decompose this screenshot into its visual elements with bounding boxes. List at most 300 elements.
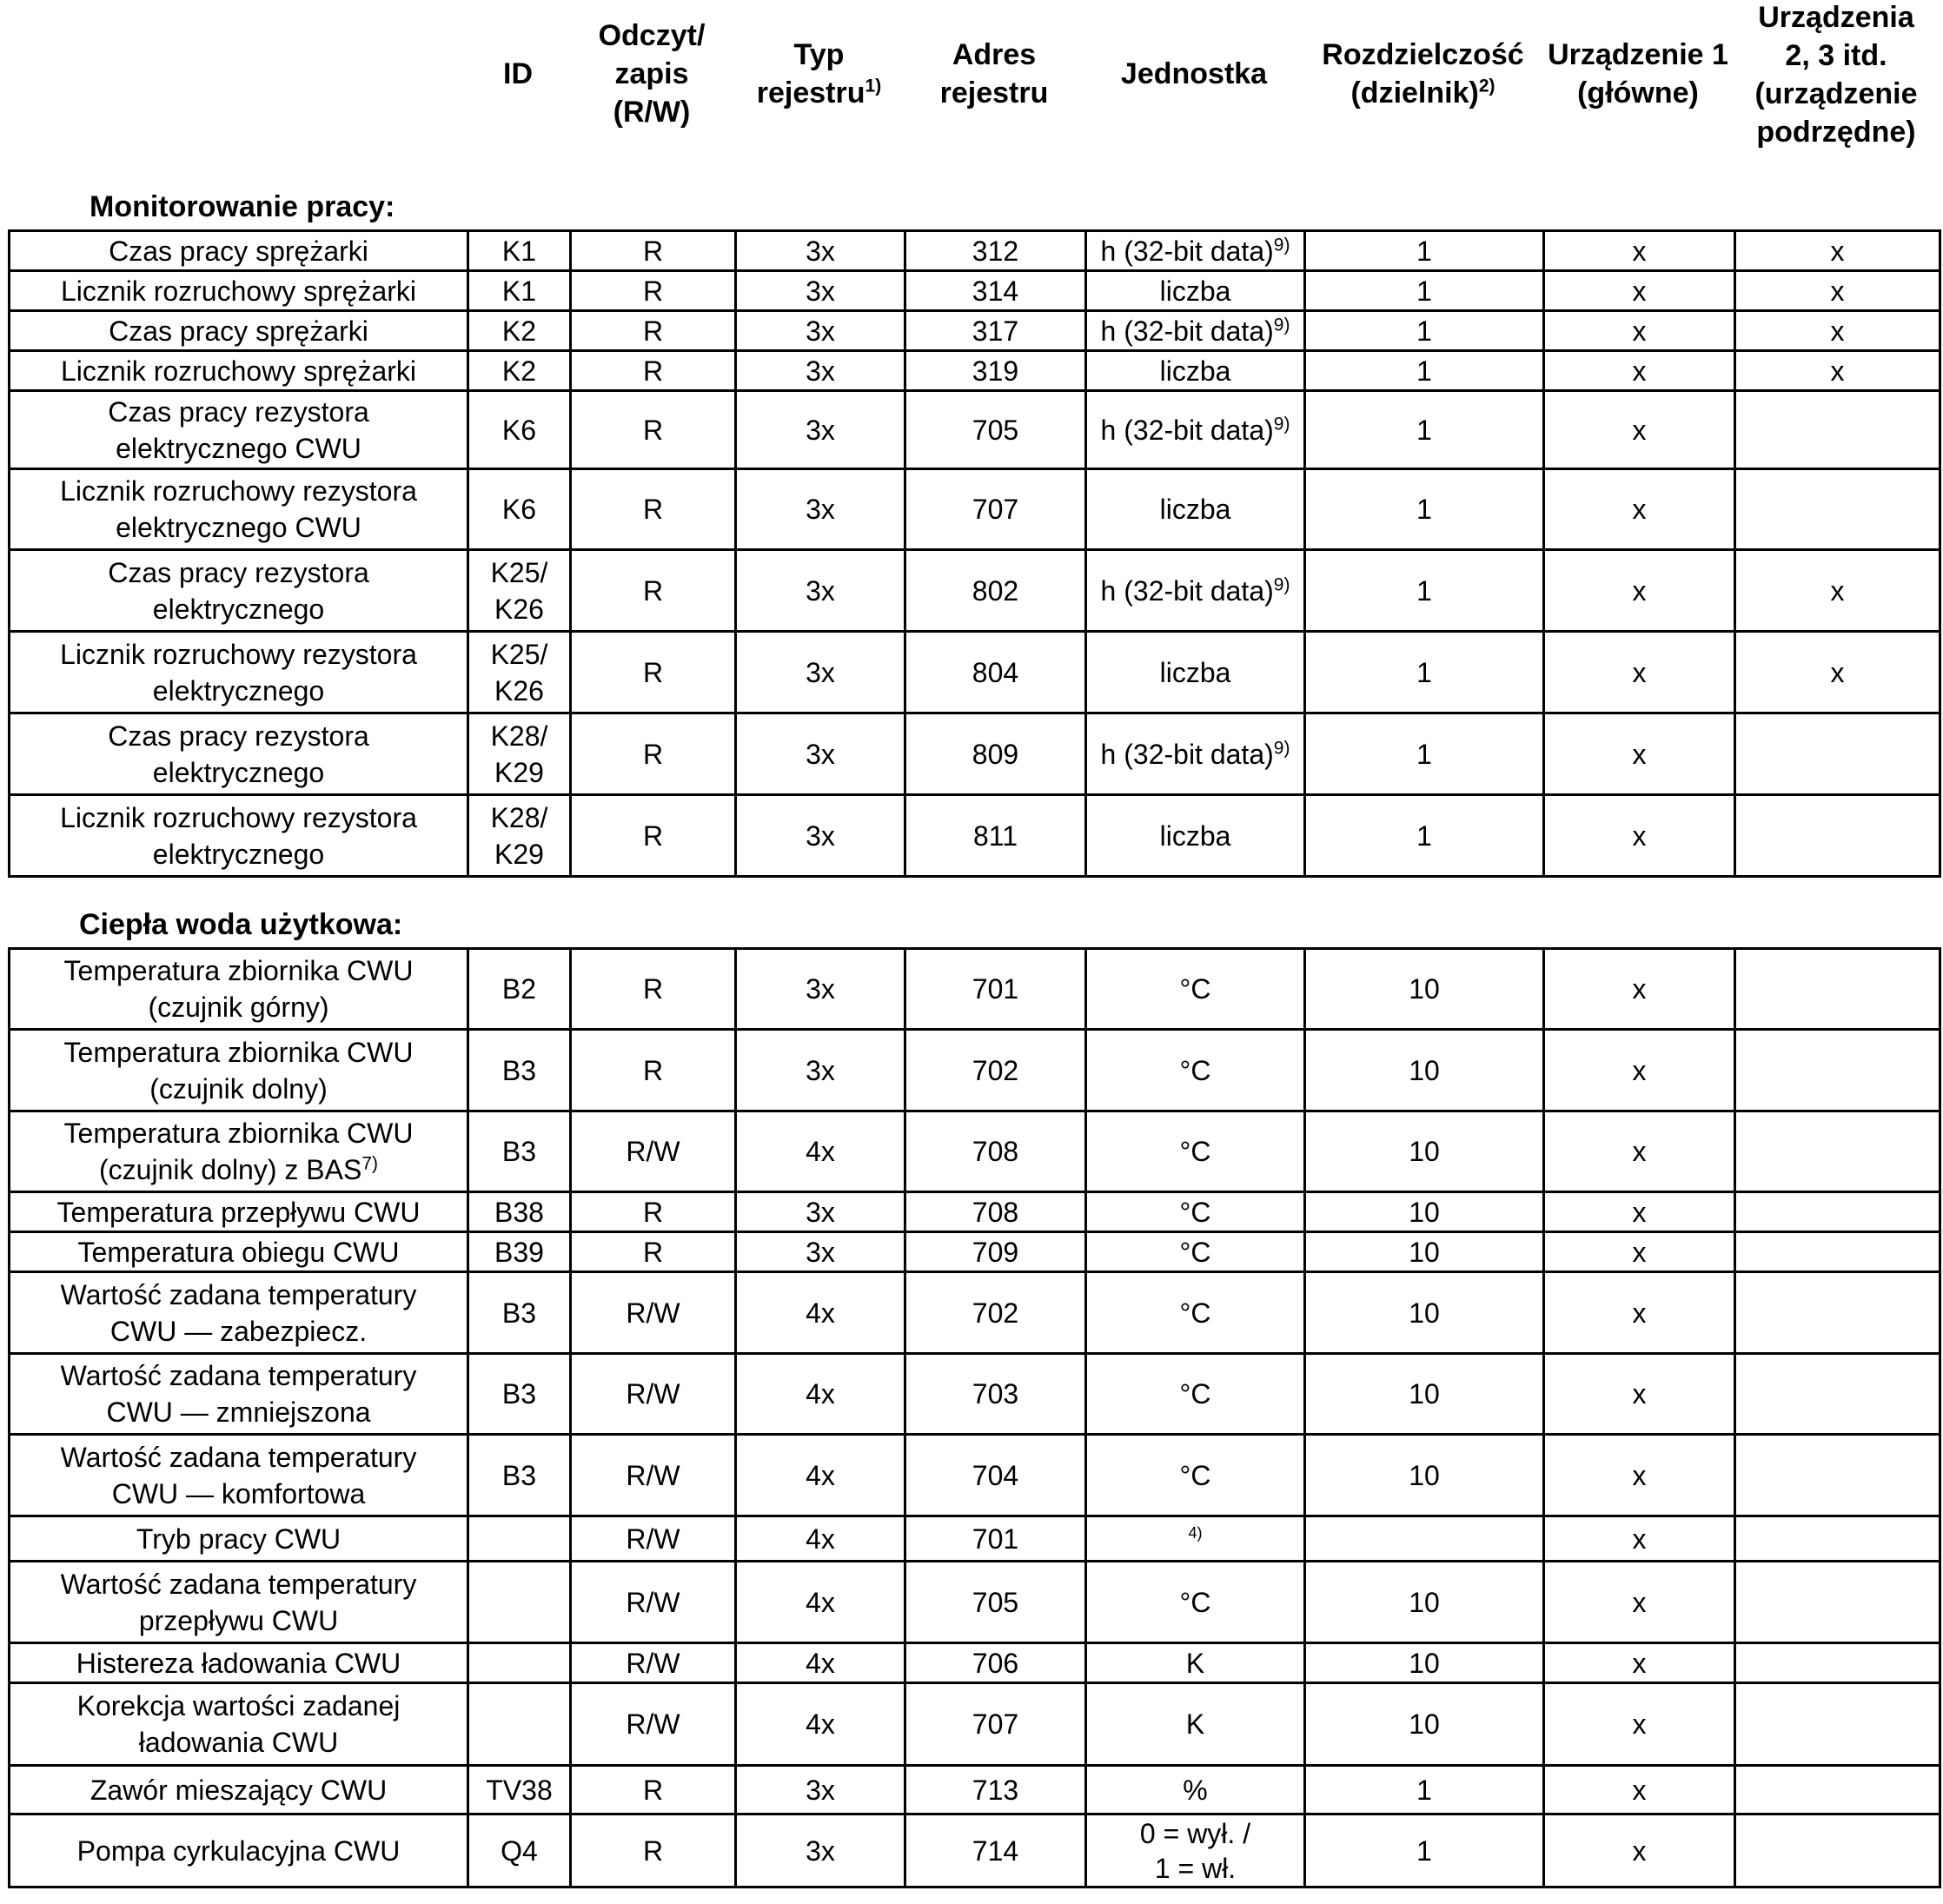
devices-2-3-mark: x — [1735, 632, 1940, 713]
register-type: 4x — [736, 1354, 905, 1435]
unit-text: h (32-bit data) — [1100, 414, 1274, 446]
register-type: 4x — [736, 1516, 905, 1562]
resolution: 1 — [1305, 391, 1544, 469]
table-row — [10, 1272, 1940, 1354]
devices-2-3-mark: x — [1735, 271, 1940, 311]
table-row — [10, 351, 1940, 391]
resolution: 1 — [1305, 231, 1544, 271]
parameter-name — [10, 469, 468, 550]
parameter-name — [10, 550, 468, 632]
device-1-mark: x — [1544, 1814, 1735, 1887]
device-1-mark: x — [1544, 550, 1735, 632]
device-id — [468, 1111, 571, 1192]
cell-text-line: K6 — [501, 414, 537, 446]
register-type: 3x — [736, 1814, 905, 1887]
resolution: 10 — [1305, 1030, 1544, 1111]
device-1-mark: x — [1544, 1111, 1735, 1192]
register-type: 3x — [736, 1192, 905, 1232]
register-address: 709 — [905, 1232, 1086, 1272]
cell-text-line: Wartość zadana temperatury — [60, 1360, 417, 1391]
cell-text-line: elektrycznego — [152, 838, 325, 870]
parameter-name — [10, 1192, 468, 1232]
cell-text-line: K29 — [494, 756, 544, 788]
cell-text-line: elektrycznego — [152, 756, 325, 788]
header-read-write: Odczyt/ zapis (R/W) — [598, 19, 706, 129]
table-row — [10, 1030, 1940, 1111]
parameter-name — [10, 1562, 468, 1643]
footnote-mark: 9) — [1273, 234, 1290, 255]
unit-text: % — [1183, 1774, 1208, 1806]
devices-2-3-mark — [1735, 1192, 1940, 1232]
cell-text-line: Wartość zadana temperatury — [60, 1441, 417, 1473]
parameter-name — [10, 1643, 468, 1683]
register-address: 809 — [905, 713, 1086, 795]
unit — [1086, 1030, 1305, 1111]
unit-text: h (32-bit data) — [1100, 315, 1274, 347]
register-address: 704 — [905, 1435, 1086, 1516]
table-row — [10, 311, 1940, 351]
unit-text: °C — [1179, 1236, 1211, 1268]
parameter-name — [10, 1435, 468, 1516]
register-type: 3x — [736, 391, 905, 469]
cell-text-line: B3 — [501, 1378, 537, 1410]
read-write: R — [571, 1232, 736, 1272]
register-address: 702 — [905, 1272, 1086, 1354]
table-row — [10, 1354, 1940, 1435]
resolution: 10 — [1305, 1683, 1544, 1766]
unit — [1086, 550, 1305, 632]
cell-text-line: elektrycznego — [152, 593, 325, 625]
unit-text: h (32-bit data) — [1100, 235, 1274, 267]
register-address: 314 — [905, 271, 1086, 311]
cell-text-line: K28/ — [490, 801, 548, 833]
unit — [1086, 1766, 1305, 1814]
cell-text-line: Licznik rozruchowy rezystora — [60, 638, 417, 670]
device-1-mark: x — [1544, 1766, 1735, 1814]
cell-text-line: Zawór mieszający CWU — [90, 1774, 388, 1806]
resolution: 10 — [1305, 949, 1544, 1030]
cell-text-line: K26 — [494, 593, 544, 625]
read-write: R — [571, 231, 736, 271]
read-write: R — [571, 1766, 736, 1814]
table-row — [10, 1683, 1940, 1766]
devices-2-3-mark — [1735, 1562, 1940, 1643]
column-header-row — [0, 0, 1943, 174]
unit — [1086, 632, 1305, 713]
table-row — [10, 469, 1940, 550]
register-address: 714 — [905, 1814, 1086, 1887]
read-write: R — [571, 632, 736, 713]
register-type: 3x — [736, 351, 905, 391]
devices-2-3-mark — [1735, 1814, 1940, 1887]
table-row — [10, 1643, 1940, 1683]
parameter-name — [10, 391, 468, 469]
resolution: 10 — [1305, 1354, 1544, 1435]
unit — [1086, 271, 1305, 311]
parameter-name — [10, 351, 468, 391]
cell-text-line: Temperatura zbiornika CWU — [63, 1118, 414, 1149]
device-id — [468, 1643, 571, 1683]
device-1-mark: x — [1544, 469, 1735, 550]
cell-text-line: (czujnik górny) — [148, 992, 329, 1023]
parameter-name — [10, 1814, 468, 1887]
device-1-mark: x — [1544, 795, 1735, 877]
device-1-mark: x — [1544, 1643, 1735, 1683]
parameter-name — [10, 1111, 468, 1192]
device-1-mark: x — [1544, 713, 1735, 795]
parameter-name — [10, 632, 468, 713]
read-write: R — [571, 1814, 736, 1887]
read-write: R/W — [571, 1435, 736, 1516]
device-id — [468, 351, 571, 391]
devices-2-3-mark — [1735, 713, 1940, 795]
unit-text: h (32-bit data) — [1100, 574, 1274, 607]
table-row — [10, 1111, 1940, 1192]
footnote-mark: 9) — [1273, 314, 1290, 335]
device-1-mark: x — [1544, 391, 1735, 469]
resolution: 10 — [1305, 1192, 1544, 1232]
monitoring-table — [8, 229, 1941, 878]
device-id — [468, 632, 571, 713]
cell-text-line: Temperatura zbiornika CWU — [63, 955, 414, 986]
table-row — [10, 550, 1940, 632]
devices-2-3-mark — [1735, 1030, 1940, 1111]
device-1-mark: x — [1544, 1192, 1735, 1232]
unit — [1086, 1562, 1305, 1643]
resolution — [1305, 1516, 1544, 1562]
cell-text-line: 0 = wył. / — [1139, 1817, 1251, 1849]
resolution: 1 — [1305, 271, 1544, 311]
read-write: R/W — [571, 1272, 736, 1354]
parameter-name — [10, 231, 468, 271]
section-title-monitoring: Monitorowanie pracy: — [90, 190, 395, 223]
read-write: R — [571, 949, 736, 1030]
unit — [1086, 1814, 1305, 1887]
read-write: R — [571, 351, 736, 391]
cell-text-line: Temperatura zbiornika CWU — [63, 1036, 414, 1068]
parameter-name — [10, 1516, 468, 1562]
unit-text: liczba — [1159, 819, 1231, 852]
unit-text: liczba — [1159, 275, 1231, 307]
cell-text-line: B3 — [501, 1136, 537, 1167]
parameter-name — [10, 795, 468, 877]
unit: 4) — [1086, 1516, 1305, 1562]
unit-text: °C — [1179, 1196, 1211, 1228]
unit — [1086, 1272, 1305, 1354]
devices-2-3-mark: x — [1735, 550, 1940, 632]
register-address: 701 — [905, 1516, 1086, 1562]
device-1-mark: x — [1544, 1683, 1735, 1766]
unit — [1086, 949, 1305, 1030]
register-address: 802 — [905, 550, 1086, 632]
cell-text-line: B3 — [501, 1297, 537, 1329]
device-id — [468, 550, 571, 632]
cell-text-line: B3 — [501, 1054, 537, 1086]
cell-text-line: Korekcja wartości zadanej — [76, 1690, 401, 1722]
register-type: 3x — [736, 795, 905, 877]
table-row — [10, 231, 1940, 271]
resolution: 1 — [1305, 632, 1544, 713]
unit-text: °C — [1179, 973, 1211, 1005]
register-address: 713 — [905, 1766, 1086, 1814]
cell-text-line: K2 — [501, 355, 537, 387]
table-row — [10, 271, 1940, 311]
devices-2-3-mark — [1735, 1435, 1940, 1516]
cell-text-line: elektrycznego CWU — [116, 432, 361, 464]
read-write: R — [571, 713, 736, 795]
device-1-mark: x — [1544, 632, 1735, 713]
unit-text: K — [1185, 1708, 1205, 1740]
register-address: 702 — [905, 1030, 1086, 1111]
cell-text-line: K28/ — [490, 720, 548, 752]
register-type: 3x — [736, 550, 905, 632]
unit — [1086, 391, 1305, 469]
device-id — [468, 795, 571, 877]
resolution: 1 — [1305, 795, 1544, 877]
unit-text: liczba — [1159, 494, 1231, 525]
resolution: 1 — [1305, 1766, 1544, 1814]
read-write: R/W — [571, 1562, 736, 1643]
header-register-type: Typ rejestru$^{1)}$ — [756, 38, 882, 109]
devices-2-3-mark — [1735, 1683, 1940, 1766]
cell-text-line: Wartość zadana temperatury — [60, 1568, 417, 1600]
resolution: 1 — [1305, 469, 1544, 550]
read-write: R — [571, 795, 736, 877]
devices-2-3-mark — [1735, 1272, 1940, 1354]
device-id — [468, 1562, 571, 1643]
unit — [1086, 795, 1305, 877]
resolution: 10 — [1305, 1272, 1544, 1354]
unit — [1086, 1643, 1305, 1683]
unit — [1086, 311, 1305, 351]
device-1-mark: x — [1544, 1232, 1735, 1272]
device-id — [468, 391, 571, 469]
parameter-name — [10, 713, 468, 795]
devices-2-3-mark — [1735, 1516, 1940, 1562]
register-address: 708 — [905, 1111, 1086, 1192]
devices-2-3-mark — [1735, 1643, 1940, 1683]
resolution: 1 — [1305, 550, 1544, 632]
hot-water-table — [8, 947, 1941, 1888]
resolution: 10 — [1305, 1232, 1544, 1272]
unit-text: liczba — [1159, 656, 1231, 688]
cell-text-line: Czas pracy rezystora — [108, 556, 369, 588]
read-write: R — [571, 271, 736, 311]
device-id — [468, 1435, 571, 1516]
unit — [1086, 231, 1305, 271]
parameter-name — [10, 1766, 468, 1814]
device-1-mark: x — [1544, 1354, 1735, 1435]
device-id — [468, 1272, 571, 1354]
register-type: 3x — [736, 469, 905, 550]
cell-text-line: Temperatura obiegu CWU — [77, 1236, 400, 1268]
cell-text-line: elektrycznego — [152, 674, 325, 707]
register-type: 4x — [736, 1683, 905, 1766]
parameter-name — [10, 271, 468, 311]
register-type: 3x — [736, 271, 905, 311]
register-type: 3x — [736, 632, 905, 713]
section-title-hot-water: Ciepła woda użytkowa: — [79, 908, 403, 941]
devices-2-3-mark: x — [1735, 351, 1940, 391]
table-row — [10, 1192, 1940, 1232]
read-write: R/W — [571, 1683, 736, 1766]
register-type: 3x — [736, 713, 905, 795]
read-write: R — [571, 391, 736, 469]
cell-text-line: 1 = wł. — [1154, 1852, 1237, 1884]
parameter-name — [10, 949, 468, 1030]
devices-2-3-mark: x — [1735, 311, 1940, 351]
parameter-name — [10, 1683, 468, 1766]
register-type: 3x — [736, 311, 905, 351]
register-address: 707 — [905, 469, 1086, 550]
table-row — [10, 1232, 1940, 1272]
device-1-mark: x — [1544, 231, 1735, 271]
cell-text-line: CWU — zmniejszona — [106, 1396, 371, 1428]
devices-2-3-mark — [1735, 795, 1940, 877]
table-row — [10, 391, 1940, 469]
unit-text: h (32-bit data) — [1100, 738, 1274, 770]
unit-text: °C — [1179, 1297, 1211, 1329]
device-id — [468, 271, 571, 311]
cell-text-line: K1 — [501, 235, 537, 267]
footnote-mark: 9) — [1273, 737, 1290, 758]
device-1-mark: x — [1544, 949, 1735, 1030]
devices-2-3-mark — [1735, 1232, 1940, 1272]
register-address: 705 — [905, 1562, 1086, 1643]
device-1-mark: x — [1544, 311, 1735, 351]
register-type: 3x — [736, 949, 905, 1030]
unit — [1086, 713, 1305, 795]
register-type: 4x — [736, 1272, 905, 1354]
cell-text-line: Histereza ładowania CWU — [76, 1647, 401, 1679]
devices-2-3-mark — [1735, 1111, 1940, 1192]
cell-text-line: K25/ — [490, 638, 548, 670]
cell-text-line: Q4 — [501, 1834, 538, 1867]
unit — [1086, 469, 1305, 550]
unit — [1086, 1192, 1305, 1232]
table-row — [10, 713, 1940, 795]
register-type: 4x — [736, 1643, 905, 1683]
parameter-name — [10, 311, 468, 351]
cell-text-line: ładowania CWU — [138, 1727, 339, 1758]
register-address: 312 — [905, 231, 1086, 271]
cell-text-line: Czas pracy rezystora — [108, 720, 369, 752]
footnote-mark: 9) — [1273, 413, 1290, 434]
register-type: 3x — [736, 1766, 905, 1814]
device-1-mark: x — [1544, 1516, 1735, 1562]
unit — [1086, 1683, 1305, 1766]
unit-text: liczba — [1159, 355, 1231, 387]
devices-2-3-mark: x — [1735, 231, 1940, 271]
cell-text-line: Licznik rozruchowy sprężarki — [60, 275, 416, 307]
device-id — [468, 1192, 571, 1232]
device-id — [468, 949, 571, 1030]
read-write: R — [571, 1192, 736, 1232]
register-type: 4x — [736, 1562, 905, 1643]
devices-2-3-mark — [1735, 949, 1940, 1030]
header-unit: Jednostka — [1120, 57, 1268, 90]
header-devices-2-3: Urządzenia 2, 3 itd. (urządzenie podrzędne) — [1754, 1, 1918, 149]
cell-text-line: B38 — [494, 1196, 544, 1228]
cell-text-line: przepływu CWU — [138, 1604, 339, 1636]
cell-text-line: Czas pracy sprężarki — [109, 235, 368, 267]
cell-text-line: elektrycznego CWU — [116, 512, 361, 543]
device-id — [468, 1030, 571, 1111]
cell-text-line: Tryb pracy CWU — [136, 1523, 342, 1555]
table-row — [10, 1435, 1940, 1516]
cell-text-line: Czas pracy rezystora — [108, 395, 369, 428]
register-address: 707 — [905, 1683, 1086, 1766]
device-id — [468, 1354, 571, 1435]
unit — [1086, 1435, 1305, 1516]
devices-2-3-mark — [1735, 1766, 1940, 1814]
cell-text-line: B39 — [494, 1236, 544, 1268]
table-row — [10, 1516, 1940, 1562]
unit-text: K — [1185, 1647, 1205, 1679]
cell-text-line: (czujnik dolny) z BAS — [98, 1154, 362, 1185]
header-id: ID — [503, 57, 533, 90]
cell-text-line: K26 — [494, 674, 544, 707]
table-row — [10, 795, 1940, 877]
register-address: 317 — [905, 311, 1086, 351]
parameter-name — [10, 1232, 468, 1272]
register-address: 706 — [905, 1643, 1086, 1683]
cell-text-line: (czujnik dolny) — [149, 1072, 328, 1105]
register-address: 703 — [905, 1354, 1086, 1435]
unit-text: °C — [1179, 1054, 1211, 1086]
unit — [1086, 1111, 1305, 1192]
devices-2-3-mark — [1735, 391, 1940, 469]
parameter-name — [10, 1030, 468, 1111]
register-address: 705 — [905, 391, 1086, 469]
device-1-mark: x — [1544, 1435, 1735, 1516]
cell-text-line: Licznik rozruchowy sprężarki — [60, 355, 416, 387]
register-address: 804 — [905, 632, 1086, 713]
register-address: 701 — [905, 949, 1086, 1030]
table-row — [10, 949, 1940, 1030]
unit — [1086, 351, 1305, 391]
table-row — [10, 1814, 1940, 1887]
table-row — [10, 632, 1940, 713]
cell-text-line: K2 — [501, 315, 537, 347]
header-device-1: Urządzenie 1 (główne) — [1548, 38, 1728, 109]
register-type: 4x — [736, 1435, 905, 1516]
resolution: 1 — [1305, 1814, 1544, 1887]
resolution: 1 — [1305, 713, 1544, 795]
device-id — [468, 469, 571, 550]
cell-text-line: CWU — komfortowa — [111, 1477, 366, 1509]
resolution: 1 — [1305, 351, 1544, 391]
table-row — [10, 1562, 1940, 1643]
cell-text-line: Wartość zadana temperatury — [60, 1278, 417, 1310]
resolution: 1 — [1305, 311, 1544, 351]
unit-text: °C — [1179, 1136, 1211, 1167]
read-write: R/W — [571, 1111, 736, 1192]
cell-text-line: K6 — [501, 494, 537, 525]
device-1-mark: x — [1544, 1030, 1735, 1111]
read-write: R/W — [571, 1643, 736, 1683]
cell-text-line: Czas pracy sprężarki — [109, 315, 368, 347]
register-type: 3x — [736, 231, 905, 271]
read-write: R — [571, 1030, 736, 1111]
resolution: 10 — [1305, 1111, 1544, 1192]
cell-text-line: K29 — [494, 838, 544, 870]
register-type: 4x — [736, 1111, 905, 1192]
cell-text-line: Licznik rozruchowy rezystora — [60, 801, 417, 833]
unit — [1086, 1354, 1305, 1435]
parameter-name — [10, 1272, 468, 1354]
register-address: 319 — [905, 351, 1086, 391]
